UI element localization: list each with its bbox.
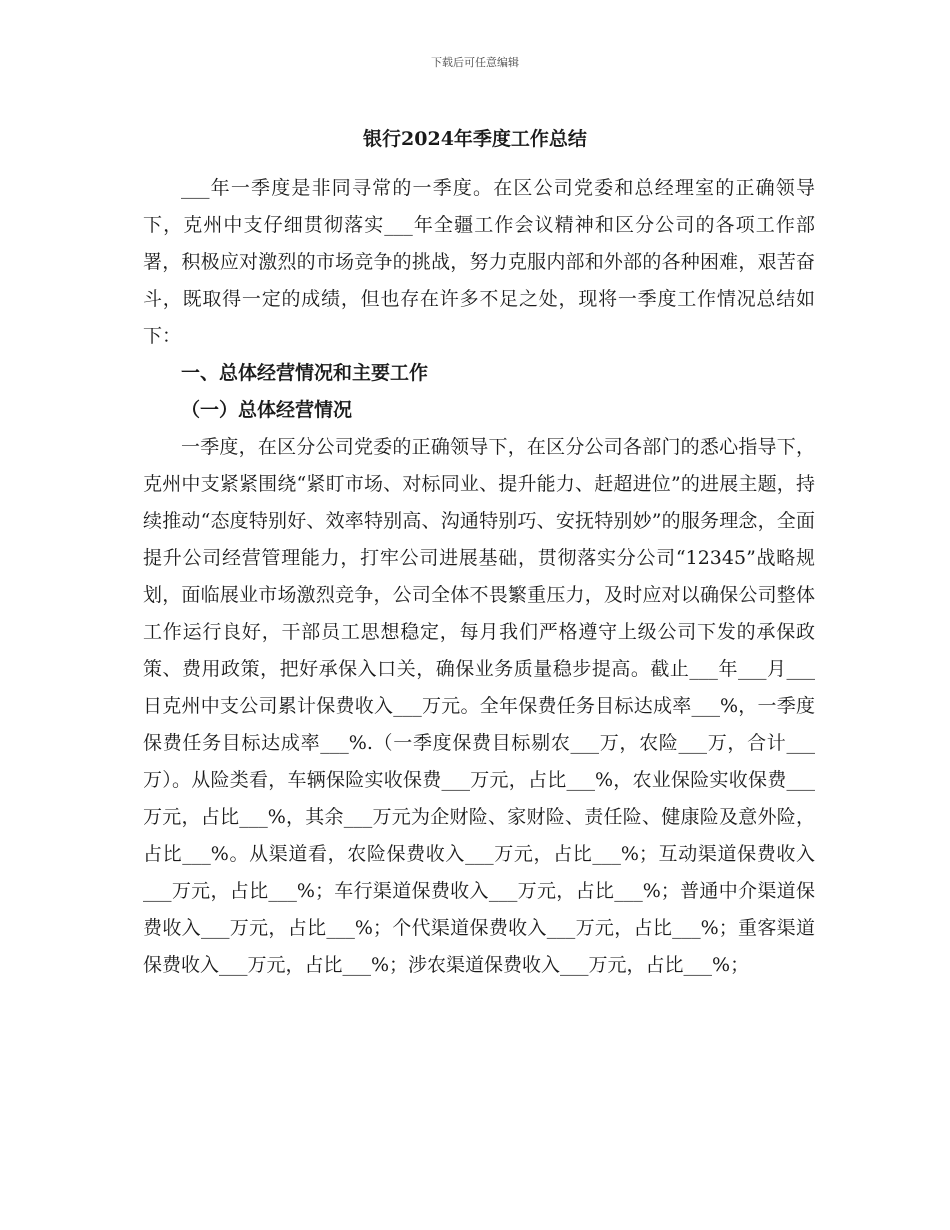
operations-paragraph: 一季度，在区分公司党委的正确领导下，在区分公司各部门的悉心指导下，克州中支紧紧围绕“紧盯市场、对标同业、提升能力、赶超进位”的进展主题，持续推动“态度特别好、效率特别高、沟通特别巧、安抚特别妙”的服务理念，全面提升公司经营管理能力，打牢公司进展基础，贯彻落实分公司“12345”战略规划，面临展业市场激烈竞争，公司全体不畏繁重压力，及时应对以确保公司整体工作运行良好，干部员工思想稳定，每月我们严格遵守上级公司下发的承保政策、费用政策，把好承保入口关，确保业务质量稳步提高。截止___年___月___日克州中支公司累计保费收入___万元。全年保费任务目标达成率___%，一季度保费任务目标达成率___%.（一季度保费目标剔农___万，农险___万，合计___万）。从险类看，车辆保险实收保费___万元，占比___%，农业保险实收保费___万元，占比___%，其余___万元为企财险、家财险、责任险、健康险及意外险，占比___%。从渠道看，农险保费收入___万元，占比___%；互动渠道保费收入___万元，占比___%；车行渠道保费收入___万元，占比___%；普通中介渠道保费收入___万元，占比___%；个代渠道保费收入___万元，占比___%；重客渠道保费收入___万元，占比___%；涉农渠道保费收入___万元，占比___%； (143, 436, 815, 976)
document-title: 银行2024年季度工作总结 (363, 128, 587, 150)
section-heading-overall: 一、总体经营情况和主要工作 (181, 362, 429, 384)
page-header-note: 下载后可任意编辑 (431, 56, 519, 69)
subsection-heading-operations: （一）总体经营情况 (181, 399, 353, 421)
intro-paragraph: ___年一季度是非同寻常的一季度。在区公司党委和总经理室的正确领导下，克州中支仔细贯彻落实___年全疆工作会议精神和区分公司的各项工作部署，积极应对激烈的市场竞争的挑战，努力克服内部和外部的各种困难，艰苦奋斗，既取得一定的成绩，但也存在许多不足之处，现将一季度工作情况总结如下： (143, 177, 815, 347)
